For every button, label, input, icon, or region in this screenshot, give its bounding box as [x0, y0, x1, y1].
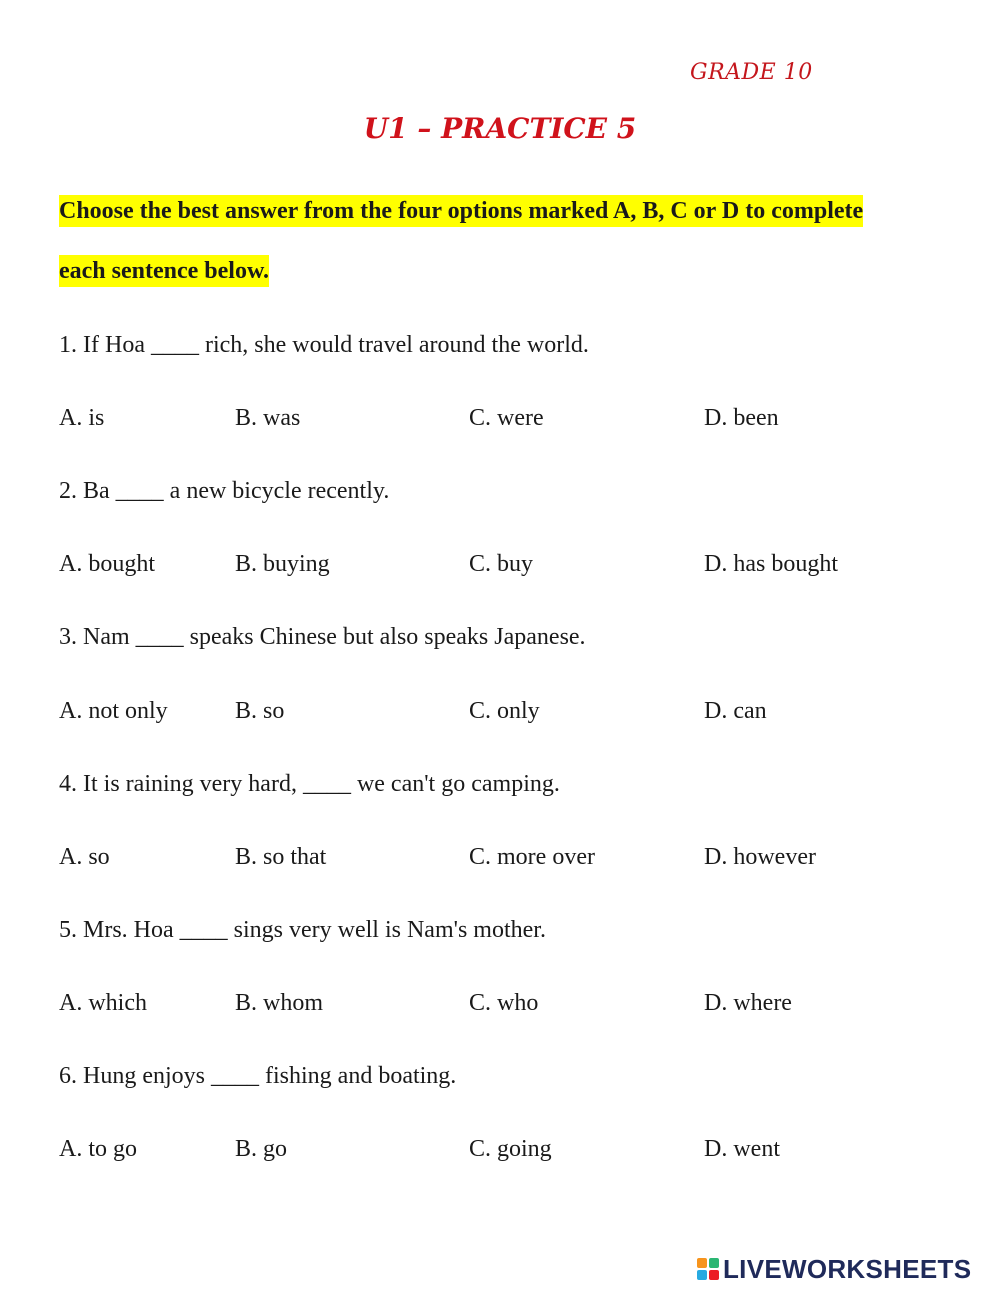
logo-square	[697, 1258, 707, 1268]
question-5: 5. Mrs. Hoa ____ sings very well is Nam's mother.	[59, 917, 546, 943]
question-1-option-c[interactable]: C. were	[469, 405, 544, 431]
question-2-option-a[interactable]: A. bought	[59, 551, 155, 577]
question-5-option-b[interactable]: B. whom	[235, 990, 324, 1016]
question-6: 6. Hung enjoys ____ fishing and boating.	[59, 1063, 457, 1089]
liveworksheets-logo-icon	[697, 1258, 719, 1280]
question-5-option-d[interactable]: D. where	[704, 990, 792, 1016]
question-1-option-d[interactable]: D. been	[704, 405, 779, 431]
question-3-option-c[interactable]: C. only	[469, 698, 540, 724]
question-3-option-d[interactable]: D. can	[704, 698, 767, 724]
question-1-option-b[interactable]: B. was	[235, 405, 301, 431]
logo-square	[709, 1270, 719, 1280]
instruction-line-2: each sentence below.	[59, 255, 269, 287]
question-6-option-d[interactable]: D. went	[704, 1136, 780, 1162]
instruction-line-1: Choose the best answer from the four options marked A, B, C or D to complete	[59, 195, 863, 227]
footer-brand	[697, 1254, 971, 1284]
question-4-option-b[interactable]: B. so that	[235, 844, 327, 870]
logo-square	[697, 1270, 707, 1280]
question-2-option-c[interactable]: C. buy	[469, 551, 534, 577]
question-1-option-a[interactable]: A. is	[59, 405, 105, 431]
question-5-option-c[interactable]: C. who	[469, 990, 539, 1016]
question-4-option-d[interactable]: D. however	[704, 844, 816, 870]
question-4-option-c[interactable]: C. more over	[469, 844, 595, 870]
question-3-option-a[interactable]: A. not only	[59, 698, 168, 724]
question-6-option-b[interactable]: B. go	[235, 1136, 288, 1162]
page-title: U1 – PRACTICE 5	[363, 112, 637, 145]
question-1: 1. If Hoa ____ rich, she would travel around the world.	[59, 332, 589, 358]
question-4: 4. It is raining very hard, ____ we can't go camping.	[59, 771, 560, 797]
question-2-option-d[interactable]: D. has bought	[704, 551, 838, 577]
question-3: 3. Nam ____ speaks Chinese but also speaks Japanese.	[59, 624, 586, 650]
question-6-option-c[interactable]: C. going	[469, 1136, 552, 1162]
question-2: 2. Ba ____ a new bicycle recently.	[59, 478, 390, 504]
question-4-option-a[interactable]: A. so	[59, 844, 110, 870]
grade-label: GRADE 10	[690, 60, 813, 85]
brand-name: LIVEWORKSHEETS	[723, 1253, 972, 1284]
question-2-option-b[interactable]: B. buying	[235, 551, 330, 577]
question-5-option-a[interactable]: A. which	[59, 990, 147, 1016]
question-6-option-a[interactable]: A. to go	[59, 1136, 137, 1162]
question-3-option-b[interactable]: B. so	[235, 698, 285, 724]
logo-square	[709, 1258, 719, 1268]
